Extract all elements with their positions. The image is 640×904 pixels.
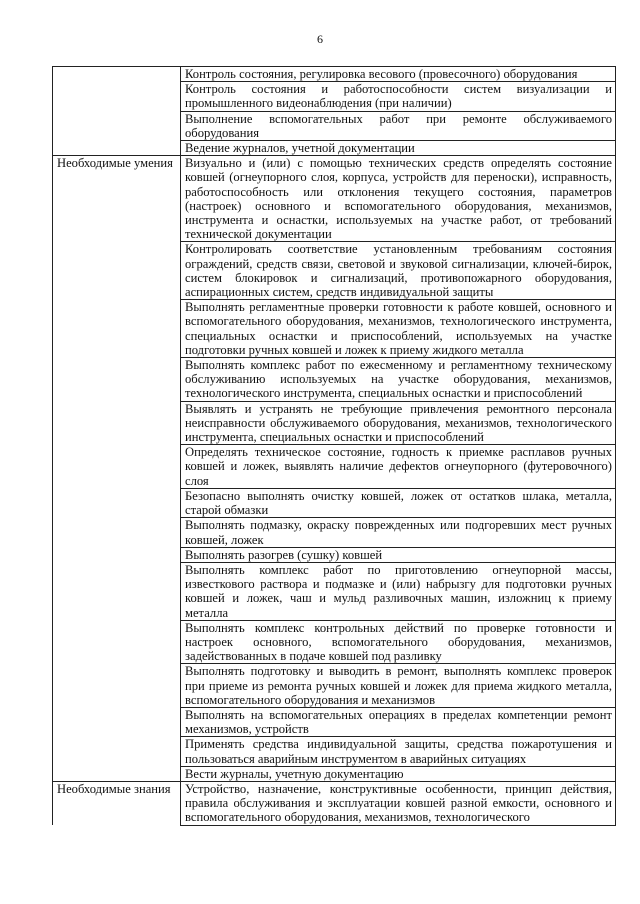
table-row [53,67,616,82]
requirement-item: Визуально и (или) с помощью технических средств определять состояние ковшей (огнеупорного слоя, корпуса, устройств для переноски), исправность, работоспособность или отклонения текущего состояния, параметров (настроек) основного и вспомогательного оборудования, механизмов, инструмента и оснастки, используемых на участке работ, от требований технической документации [181,156,616,242]
requirement-item: Контроль состояния, регулировка весового (провесочного) оборудования [181,67,616,82]
requirement-item: Контроль состояния и работоспособности систем визуализации и промышленного видеонаблюдения (при наличии) [181,82,616,111]
requirement-item: Безопасно выполнять очистку ковшей, ложек от остатков шлака, металла, старой обмазки [181,488,616,517]
requirement-item: Определять техническое состояние, годность к приемке расплавов ручных ковшей и ложек, выявлять наличие дефектов огнеупорного (футеровочного) слоя [181,445,616,489]
section-label: Необходимые умения [53,156,181,782]
table-row [53,781,616,825]
requirement-item: Выполнять комплекс работ по ежесменному и регламентному техническому обслуживанию используемых на участке оборудования, механизмов, технологического инструмента, специальных оснастки и приспособлений [181,358,616,402]
requirement-item: Ведение журналов, учетной документации [181,141,616,156]
requirement-item: Вести журналы, учетную документацию [181,766,616,781]
requirement-item: Выполнять регламентные проверки готовности к работе ковшей, основного и вспомогательного оборудования, механизмов, технологического инструмента, специальных оснастки и приспособлений, используемых на участке подготовки ручных ковшей и ложек к приему жидкого металла [181,300,616,358]
requirement-item: Выполнять подготовку и выводить в ремонт, выполнять комплекс проверок при приеме из ремонта ручных ковшей и ложек для приема жидкого металла, вспомогательного оборудования и механизмов [181,664,616,708]
requirement-item: Выполнять комплекс контрольных действий по проверке готовности и настроек основного, вспомогательного оборудования, механизмов, задействованных в подаче ковшей под разливку [181,620,616,664]
section-label [53,67,181,156]
requirement-item: Применять средства индивидуальной защиты, средства пожаротушения и пользоваться аварийным инструментом в аварийных ситуациях [181,737,616,766]
requirement-item: Контролировать соответствие установленным требованиям состояния ограждений, средств связи, световой и звуковой сигнализации, ключей-бирок, систем блокировок и сигнализаций, противопожарного оборудования, аспирационных систем, средств индивидуальной защиты [181,242,616,300]
competency-table [52,66,616,826]
requirement-item: Выполнять комплекс работ по приготовлению огнеупорной массы, известкового раствора и подмазке и (или) набрызгу для подготовки ручных ковшей и ложек, чаш и мульд разливочных машин, изложниц к приему металла [181,562,616,620]
requirement-item: Выполнять подмазку, окраску поврежденных или подгоревших мест ручных ковшей, ложек [181,518,616,547]
requirement-item: Выявлять и устранять не требующие привлечения ремонтного персонала неисправности обслуживаемого оборудования, механизмов, технологического инструмента, специальных оснастки и приспособлений [181,401,616,445]
table-row [53,156,616,242]
competency-table-body [53,67,616,826]
requirement-item: Выполнение вспомогательных работ при ремонте обслуживаемого оборудования [181,111,616,140]
requirement-item: Выполнять разогрев (сушку) ковшей [181,547,616,562]
requirement-item: Выполнять на вспомогательных операциях в пределах компетенции ремонт механизмов, устройств [181,707,616,736]
page-number: 6 [317,32,323,46]
requirement-item: Устройство, назначение, конструктивные особенности, принцип действия, правила обслуживания и эксплуатации ковшей разной емкости, основного и вспомогательного оборудования, механизмов, технологического [181,781,616,825]
section-label: Необходимые знания [53,781,181,825]
